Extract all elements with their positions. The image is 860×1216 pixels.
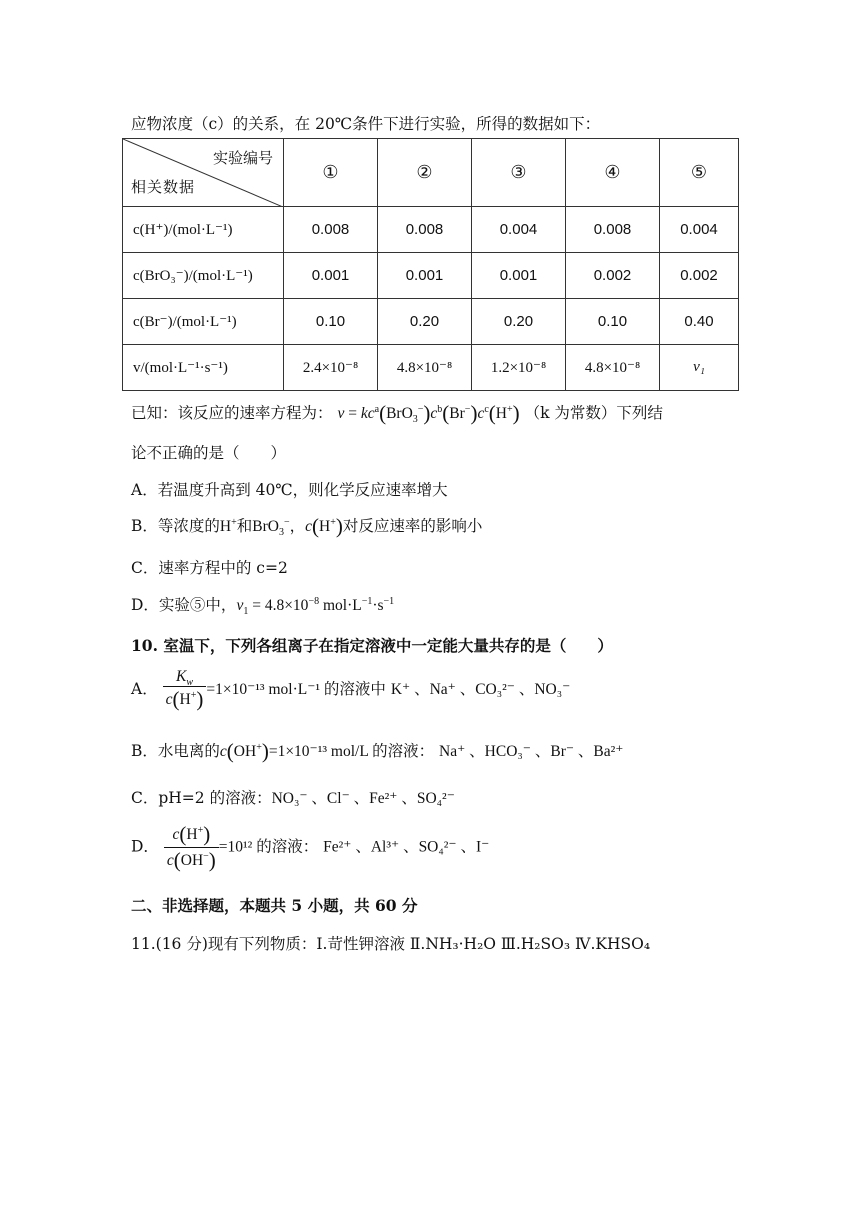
option-b-ions: Na⁺ 、HCO₃⁻ 、Br⁻ 、Ba²⁺ bbox=[439, 743, 624, 760]
column-header: ① bbox=[284, 139, 378, 207]
row-label: c(BrO₃⁻)/(mol·L⁻¹) bbox=[123, 253, 284, 299]
column-header: ② bbox=[378, 139, 472, 207]
table-cell: 0.004 bbox=[660, 207, 739, 253]
row-label: v/(mol·L⁻¹·s⁻¹) bbox=[123, 345, 284, 391]
table-cell: 1.2×10⁻⁸ bbox=[472, 345, 566, 391]
q10-stem: 10. 室温下，下列各组离子在指定溶液中一定能大量共存的是（ ） bbox=[131, 636, 613, 655]
row-label: c(H⁺)/(mol·L⁻¹) bbox=[123, 207, 284, 253]
option-a-ions: K⁺ 、Na⁺ 、CO₃²⁻ 、NO₃⁻ bbox=[390, 681, 571, 698]
rate-equation: $v = kc^a(BrO_3^-)c^b(Br^-)c^c(H^+)$ bbox=[337, 401, 520, 426]
table-cell: 4.8×10⁻⁸ bbox=[378, 345, 472, 391]
option-c-ions: NO₃⁻ 、Cl⁻ 、Fe²⁺ 、SO₄²⁻ bbox=[271, 790, 455, 807]
q10-option-b bbox=[131, 739, 623, 764]
known-line2: 论不正确的是（ ） bbox=[131, 444, 287, 462]
table-cell: 0.10 bbox=[566, 299, 660, 345]
option-d-ions: Fe²⁺ 、Al³⁺ 、SO₄²⁻ 、I⁻ bbox=[323, 838, 490, 856]
table-cell: 0.008 bbox=[378, 207, 472, 253]
known-prefix: 已知：该反应的速率方程为： bbox=[131, 404, 333, 422]
table-header-corner bbox=[123, 139, 284, 207]
kw-over-ch-fraction: $\frac{K_w}{c(H^+)}$ bbox=[163, 668, 207, 712]
table-cell: 0.008 bbox=[566, 207, 660, 253]
table-cell: 0.008 bbox=[284, 207, 378, 253]
column-header: ③ bbox=[472, 139, 566, 207]
table-cell: v₁ bbox=[660, 345, 739, 391]
table-cell: 0.001 bbox=[284, 253, 378, 299]
row-label: c(Br⁻)/(mol·L⁻¹) bbox=[123, 299, 284, 345]
table-cell: 0.20 bbox=[378, 299, 472, 345]
table-cell: 0.001 bbox=[378, 253, 472, 299]
c-h-formula: c(H+) bbox=[305, 514, 343, 538]
q10-option-d bbox=[131, 822, 489, 873]
table-cell: 0.001 bbox=[472, 253, 566, 299]
q10-option-a bbox=[131, 668, 570, 712]
q11-stem: 11.(16 分)现有下列物质：Ⅰ.苛性钾溶液 Ⅱ.NH₃·H₂O Ⅲ.H₂SO₃ Ⅳ.KHSO₄ bbox=[131, 935, 651, 953]
table-cell: 0.20 bbox=[472, 299, 566, 345]
q9-option-c: C．速率方程中的 c=2 bbox=[131, 559, 288, 577]
known-rate-equation bbox=[131, 401, 663, 426]
table-cell: 0.002 bbox=[660, 253, 739, 299]
h-ion-formula: H+ bbox=[219, 516, 237, 535]
q10-option-c bbox=[131, 786, 455, 808]
known-suffix: （k 为常数）下列结 bbox=[524, 404, 663, 422]
section-2-heading: 二、非选择题，本题共 5 小题，共 60 分 bbox=[131, 896, 418, 915]
option-d-prefix: D．实验⑤中， bbox=[131, 596, 237, 614]
column-header: ⑤ bbox=[660, 139, 739, 207]
option-b-suffix: 对反应速率的影响小 bbox=[342, 517, 483, 535]
bro3-formula: BrO$_3$− bbox=[252, 516, 290, 539]
q9-option-a: A．若温度升高到 40℃，则化学反应速率增大 bbox=[131, 481, 448, 499]
option-d-condition: =10¹² 的溶液： bbox=[218, 838, 319, 856]
table-cell: 0.002 bbox=[566, 253, 660, 299]
table-cell: 0.004 bbox=[472, 207, 566, 253]
option-d-label: D． bbox=[131, 837, 159, 856]
option-b-prefix: B．水电离的 bbox=[131, 742, 220, 760]
option-a-label: A． bbox=[131, 680, 158, 698]
c-oh-formula: c(OH+) bbox=[219, 739, 269, 763]
option-b-mid: 和 bbox=[236, 517, 253, 535]
ch-over-coh-fraction: $\frac{c(H^+)}{c(OH^-)}$ bbox=[164, 822, 219, 873]
q9-option-d bbox=[131, 593, 395, 618]
v1-formula: $v_1 = 4.8\times 10^{-8}$ $mol\cdot L^{-1}\cdot s^{-1}$ bbox=[236, 595, 395, 618]
table-cell: 0.10 bbox=[284, 299, 378, 345]
option-b-prefix: B．等浓度的 bbox=[131, 517, 220, 535]
table-cell: 2.4×10⁻⁸ bbox=[284, 345, 378, 391]
table-cell: 4.8×10⁻⁸ bbox=[566, 345, 660, 391]
option-c-prefix: C．pH=2 的溶液： bbox=[131, 789, 272, 807]
intro-text: 应物浓度（c）的关系，在 20℃条件下进行实验，所得的数据如下： bbox=[131, 115, 601, 133]
option-b-condition: =1×10⁻¹³ mol/L 的溶液： bbox=[268, 743, 435, 760]
header-experiment-number: 实验编号 bbox=[212, 149, 273, 167]
column-header: ④ bbox=[566, 139, 660, 207]
option-a-condition: =1×10⁻¹³ mol·L⁻¹ 的溶液中 bbox=[206, 681, 386, 698]
q9-option-b: B．等浓度的H+和BrO$_3$−，c(H+)对反应速率的影响小 bbox=[131, 514, 483, 539]
experiment-data-table bbox=[122, 138, 739, 391]
table-cell: 0.40 bbox=[660, 299, 739, 345]
header-related-data: 相关数据 bbox=[131, 178, 196, 196]
